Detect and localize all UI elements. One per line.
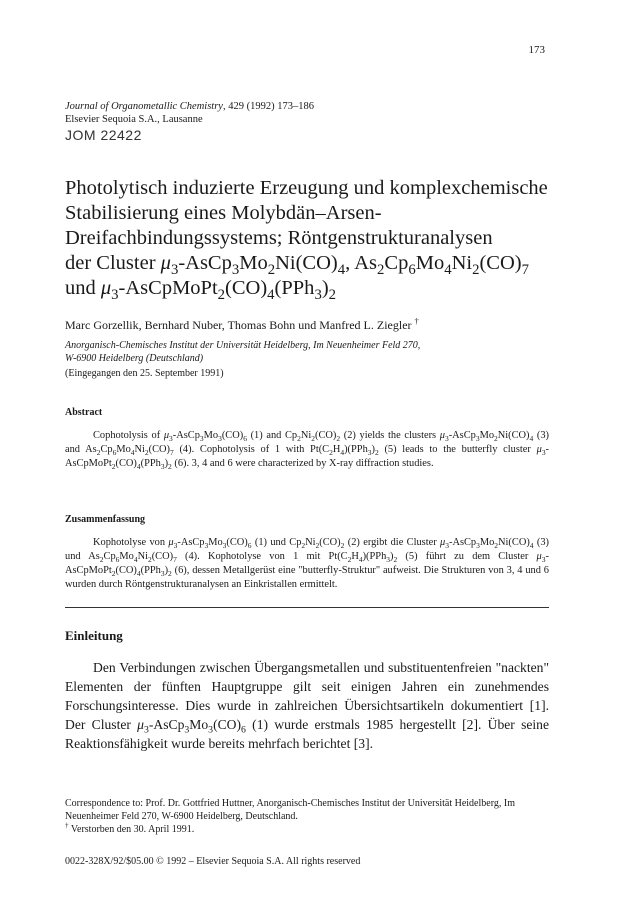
abstract-heading: Abstract [65, 407, 103, 418]
journal-name: Journal of Organometallic Chemistry [65, 101, 223, 112]
title-line-3: Dreifachbindungssystems; Röntgenstrukturanalysen [65, 227, 493, 249]
publisher: Elsevier Sequoia S.A., Lausanne [65, 114, 203, 125]
footnotes [65, 797, 549, 836]
title-line-5: und $\mu_3-AsCpMoPt_2(CO)_4(PPh_3)_2$ [65, 277, 337, 304]
received-date: (Eingegangen den 25. September 1991) [65, 368, 224, 379]
zusammenfassung-heading: Zusammenfassung [65, 514, 146, 525]
article-title [65, 176, 565, 304]
correspondence-note: Correspondence to: Prof. Dr. Gottfried Huttner, Anorganisch-Chemisches Institut der Universität Heidelberg, Im Neuenheimer Feld 270, W-6900 Heidelberg, Deutschland. [65, 798, 515, 822]
title-line-4: der Cluster $\mu_3-AsCp_3Mo_2Ni(CO)_4$, $As_2Cp_6Mo_4Ni_2(CO)_7$ [65, 252, 529, 279]
copyright-line: 0022-328X/92/$05.00 © 1992 – Elsevier Sequoia S.A. All rights reserved [65, 856, 361, 867]
einleitung-text: Den Verbindungen zwischen Übergangsmetallen und substituentenfreien "nackten" Elementen der fünften Hauptgruppe gilt seit einigen Jahren ein zunehmendes Forschungsinteresse. Dies wurde in zahlreichen Übersichtsartikeln dokumentiert [1]. Der Cluster $\mu_3-AsCp_3Mo_3(CO)_6$ (1) wurde erstmals 1985 hergestellt [2]. Über seine Reaktionsfähigkeit wurde bereits mehrfach berichtet [3]. [65, 660, 549, 751]
deceased-note: † Verstorben den 30. April 1991. [65, 821, 195, 835]
abstract-text: Cophotolysis of $\mu_3-AsCp_3Mo_3(CO)_6$ (1) and $Cp_2Ni_2(CO)_2$ (2) yields the clusters $\mu_3-AsCp_3Mo_2Ni(CO)_4$ (3) and $As_2Cp_6Mo_4Ni_2(CO)_7$ (4). Cophotolysis of 1 with $Pt(C_2H_4)(PPh_3)_2$ (5) leads to the butterfly cluster $\mu_3-AsCpMoPt_2(CO)_4(PPh_3)_2$ (6). 3, 4 and 6 were characterized by X-ray diffraction studies. [65, 430, 550, 472]
journal-citation: , 429 (1992) 173–186 [222, 101, 314, 112]
einleitung-heading: Einleitung [65, 628, 123, 643]
authors: Marc Gorzellik, Bernhard Nuber, Thomas Bohn und Manfred L. Ziegler † [65, 316, 419, 332]
dagger-mark: † [414, 316, 419, 326]
zusammenfassung-text: Kophotolyse von $\mu_3-AsCp_3Mo_3(CO)_6$ (1) und $Cp_2Ni_2(CO)_2$ (2) ergibt die Cluster $\mu_3-AsCp_3Mo_2Ni(CO)_4$ (3) und $As_2Cp_6Mo_4Ni_2(CO)_7$ (4). Kophotolyse von 1 mit $Pt(C_2H_4)(PPh_3)_2$ (5) führt zu dem Cluster $\mu_3-AsCpMoPt_2(CO)_4(PPh_3)_2$ (6), dessen Metallgerüst eine "butterfly-Struktur" aufweist. Die Strukturen von 3, 4 und 6 wurden durch Röntgenstrukturanalysen an Einkristallen ermittelt. [65, 537, 549, 590]
jom-code: JOM 22422 [65, 127, 142, 143]
affiliation: Anorganisch-Chemisches Institut der Universität Heidelberg, Im Neuenheimer Feld 270, W-6900 Heidelberg (Deutschland) [65, 340, 421, 364]
title-line-1: Photolytisch induzierte Erzeugung und komplexchemische [65, 177, 548, 199]
title-line-2: Stabilisierung eines Molybdän–Arsen- [65, 202, 382, 224]
section-divider [65, 607, 549, 608]
journal-info [65, 100, 549, 126]
page-number: 173 [528, 44, 545, 56]
